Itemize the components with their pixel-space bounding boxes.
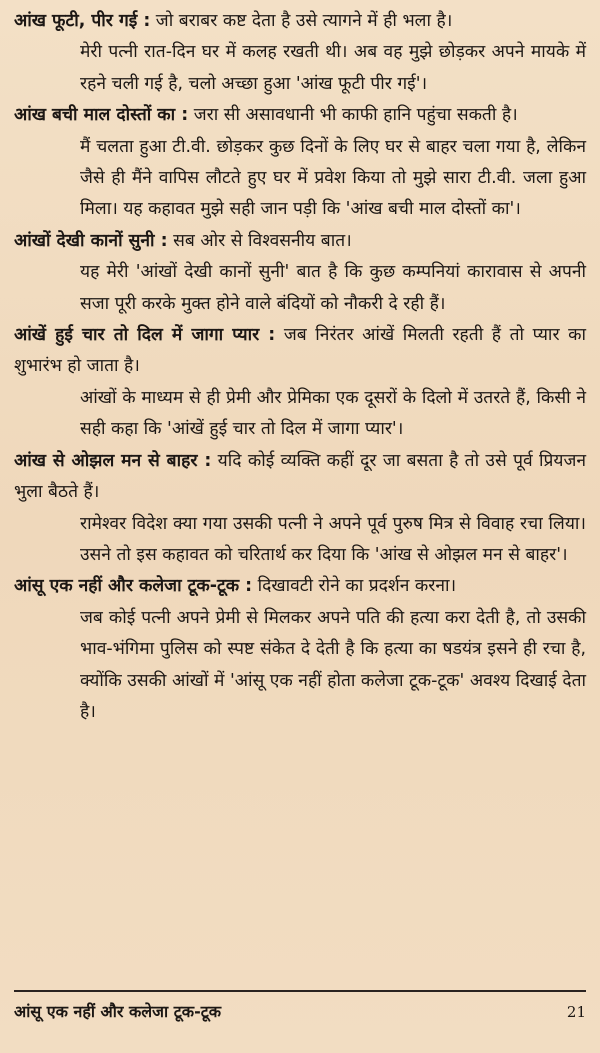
running-title: आंसू एक नहीं और कलेजा टूक-टूक <box>14 1002 222 1021</box>
proverb-meaning: जब निरंतर आंखें मिलती रहती हैं तो प्यार का शुभारंभ हो जाता है। <box>14 325 586 377</box>
proverb-meaning: यदि कोई व्यक्ति कहीं दूर जा बसता है तो उसे पूर्व प्रियजन भुला बैठते हैं। <box>14 450 587 503</box>
proverb-term: आंख बची माल दोस्तों का : <box>14 105 189 126</box>
proverb-heading <box>14 100 586 131</box>
proverb-heading <box>14 571 586 602</box>
proverb-heading <box>14 226 586 257</box>
proverb-entry <box>14 6 586 100</box>
proverb-example: आंखों के माध्यम से ही प्रेमी और प्रेमिका एक दूसरों के दिलो में उतरते हैं, किसी ने सही कहा कि 'आंखें हुई चार तो दिल में जागा प्यार'। <box>80 387 586 440</box>
proverb-example: मैं चलता हुआ टी.वी. छोड़कर कुछ दिनों के लिए घर से बाहर चला गया है, लेकिन जैसे ही मैंने वापिस लौटते हुए घर में प्रवेश किया तो मुझे सारा टी.वी. जला हुआ मिला। यह कहावत मुझे सही जान पड़ी कि 'आंख बची माल दोस्तों का'। <box>80 136 586 220</box>
proverb-entry <box>14 320 586 446</box>
proverb-meaning: सब ओर से विश्वसनीय बात। <box>167 230 352 251</box>
page-number: 21 <box>566 1003 586 1021</box>
proverb-example: यह मेरी 'आंखों देखी कानों सुनी' बात है कि कुछ कम्पनियां कारावास से अपनी सजा पूरी करके मुक्त होने वाले बंदियों को नौकरी दे रही हैं। <box>80 262 586 314</box>
proverb-list <box>14 6 586 728</box>
proverb-term: आंख फूटी, पीर गई : <box>14 11 151 31</box>
proverb-example: रामेश्वर विदेश क्या गया उसकी पत्नी ने अपने पूर्व पुरुष मित्र से विवाह रचा लिया। उसने तो इस कहावत को चरितार्थ कर दिया कि 'आंख से ओझल मन से बाहर'। <box>80 513 586 565</box>
page-footer <box>14 1000 586 1022</box>
proverb-term: आंखें हुई चार तो दिल में जागा प्यार : <box>14 325 276 346</box>
proverb-heading <box>14 320 586 383</box>
proverb-entry <box>14 226 586 320</box>
proverb-heading <box>14 6 586 37</box>
proverb-entry <box>14 571 586 728</box>
proverb-meaning: दिखावटी रोने का प्रदर्शन करना। <box>252 576 457 597</box>
proverb-heading <box>14 446 586 509</box>
proverb-meaning: जरा सी असावधानी भी काफी हानि पहुंचा सकती है। <box>188 105 518 126</box>
proverb-term: आंसू एक नहीं और कलेजा टूक-टूक : <box>14 576 253 597</box>
footer-rule <box>14 990 586 992</box>
proverb-entry <box>14 100 586 226</box>
proverb-term: आंखों देखी कानों सुनी : <box>14 230 168 251</box>
proverb-example: जब कोई पत्नी अपने प्रेमी से मिलकर अपने पति की हत्या करा देती है, तो उसकी भाव-भंगिमा पुलिस को स्पष्ट संकेत दे देती है कि हत्या का षडयंत्र इसने ही रचा है, क्योंकि उसकी आंखों में 'आंसू एक नहीं होता कलेजा टूक-टूक' अवश्य दिखाई देता है। <box>80 607 586 722</box>
proverb-term: आंख से ओझल मन से बाहर : <box>14 450 212 471</box>
proverb-example: मेरी पत्नी रात-दिन घर में कलह रखती थी। अब वह मुझे छोड़कर अपने मायके में रहने चली गई है, चलो अच्छा हुआ 'आंख फूटी पीर गई'। <box>80 42 586 94</box>
proverb-meaning: जो बराबर कष्ट देता है उसे त्यागने में ही भला है। <box>150 11 453 31</box>
proverb-entry <box>14 446 586 572</box>
